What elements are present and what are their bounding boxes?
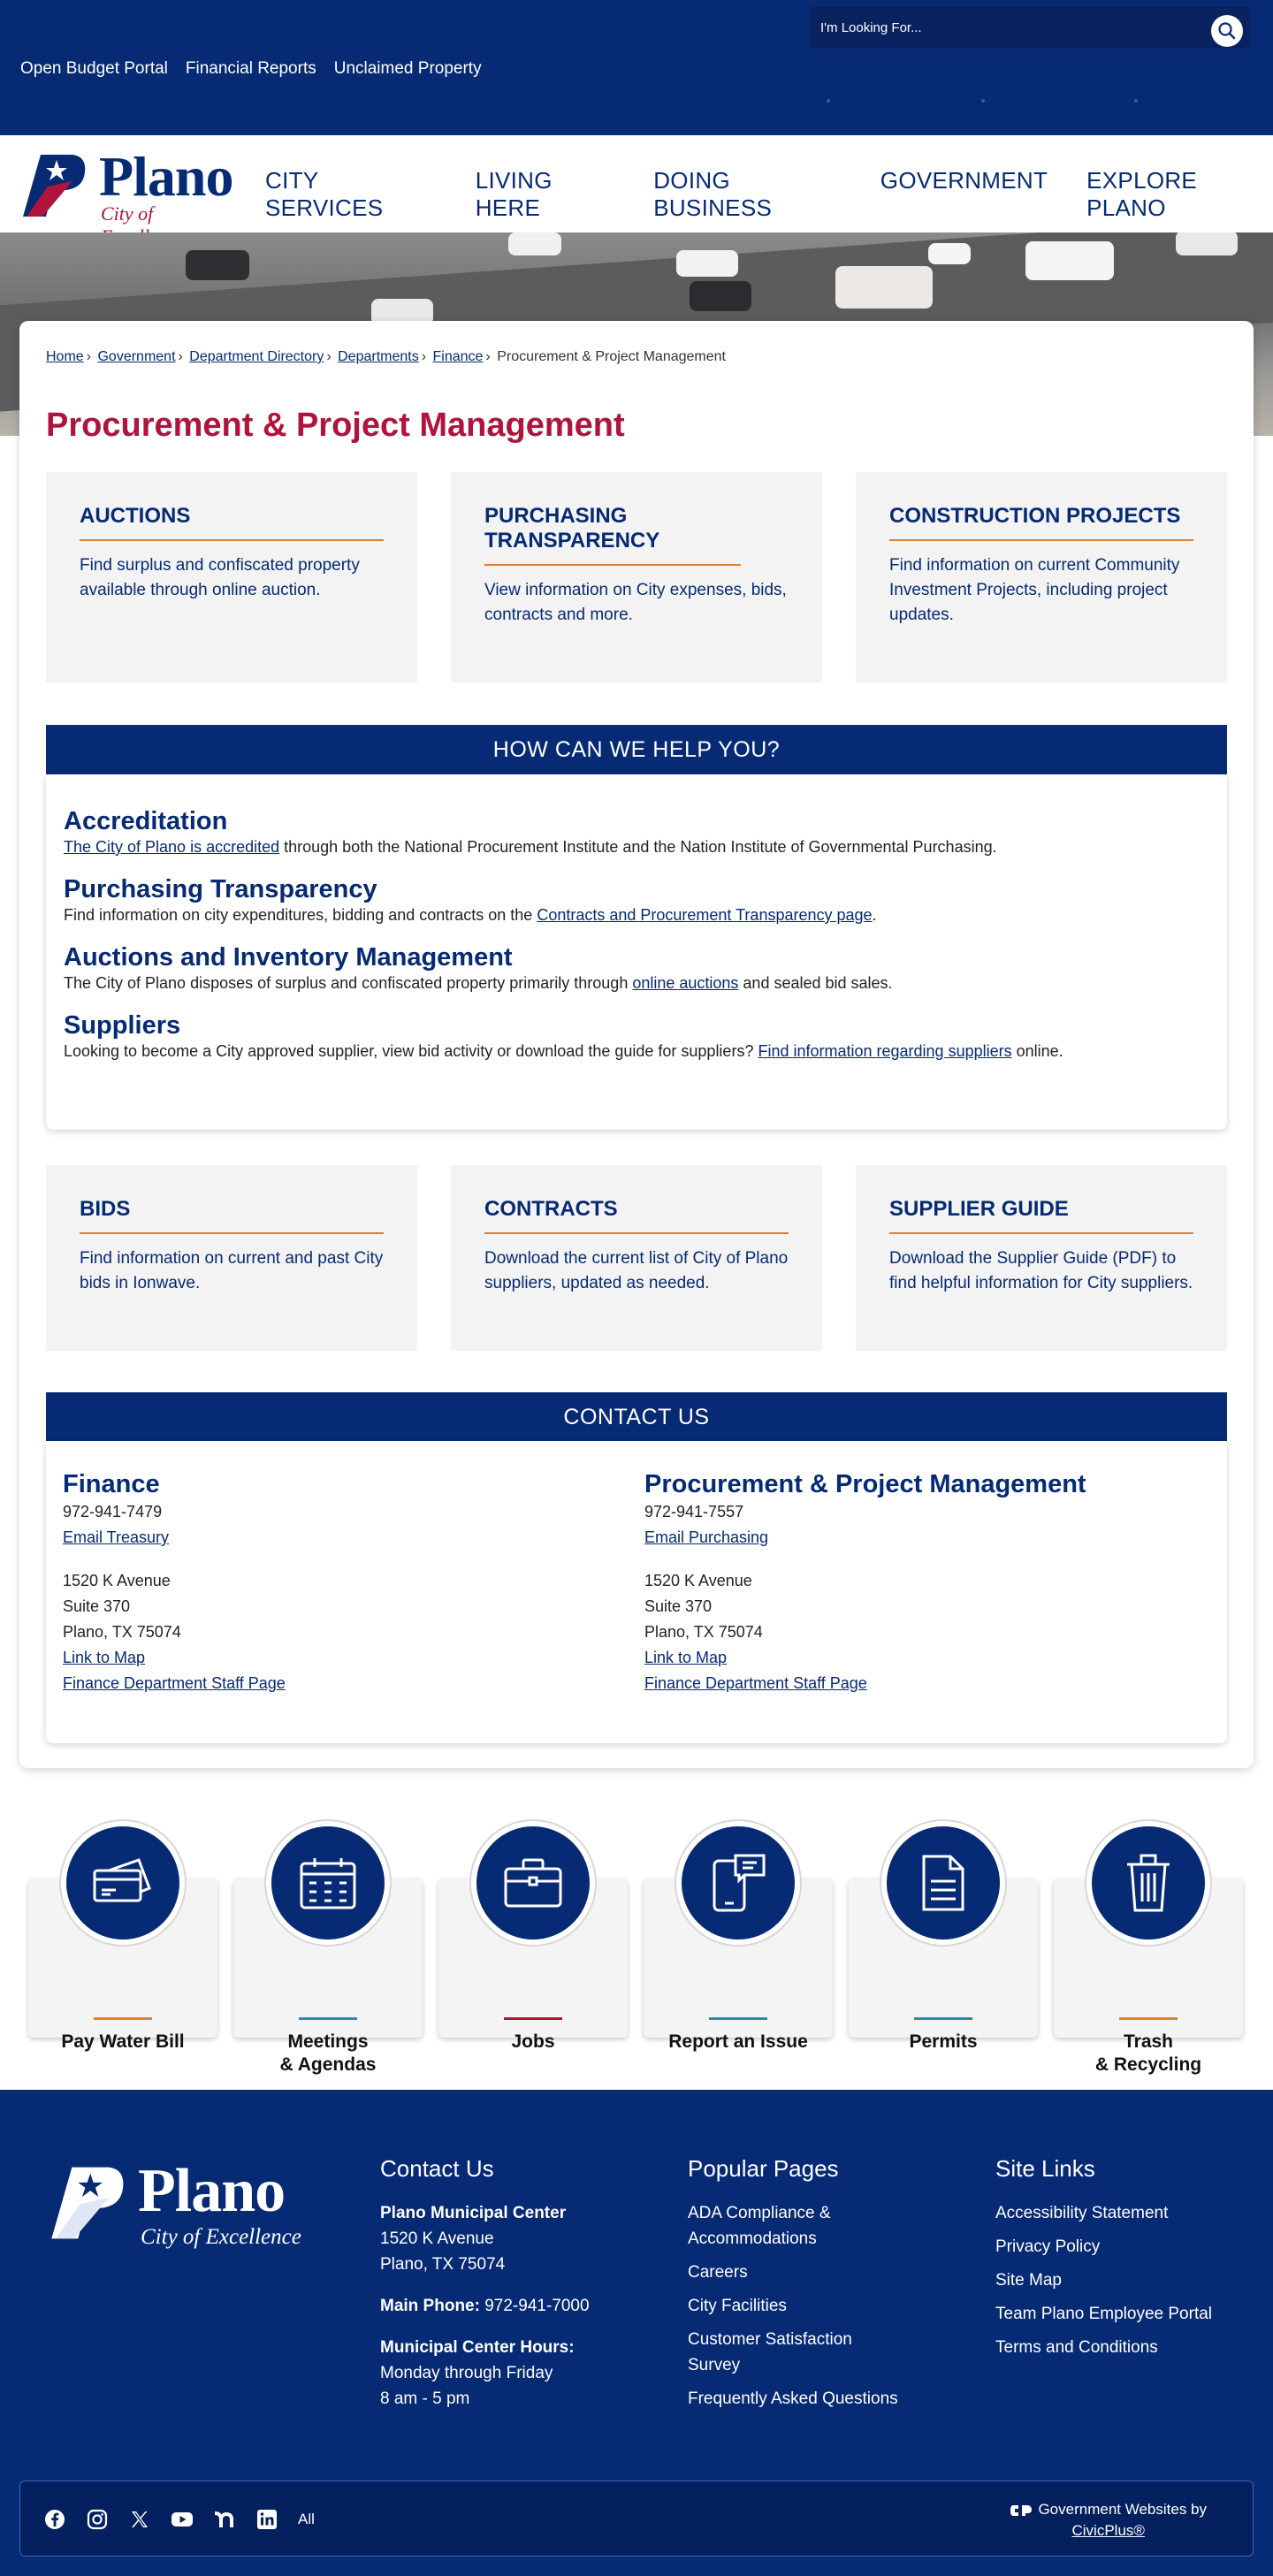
facebook-icon[interactable] bbox=[43, 2508, 66, 2531]
tile-bids[interactable] bbox=[46, 1165, 417, 1351]
contact-name: Procurement & Project Management bbox=[644, 1470, 1086, 1498]
utility-link-unclaimed-property[interactable]: Unclaimed Property bbox=[333, 59, 482, 78]
tile-contracts[interactable] bbox=[451, 1165, 822, 1351]
help-heading: HOW CAN WE HELP YOU? bbox=[46, 725, 1227, 774]
help-item-accreditation bbox=[64, 806, 1209, 857]
footer-site-links bbox=[995, 2155, 1252, 2368]
nav-explore-plano[interactable]: EXPLORE PLANO bbox=[1086, 167, 1198, 221]
utility-bar bbox=[0, 0, 1273, 135]
email-purchasing-link[interactable]: Email Purchasing bbox=[644, 1528, 769, 1546]
online-auctions-link[interactable]: online auctions bbox=[632, 974, 739, 992]
tile-title: AUCTIONS bbox=[80, 504, 384, 541]
contact-phone: 972-941-7479 bbox=[63, 1503, 163, 1520]
tile-description: View information on City expenses, bids, contracts and more. bbox=[484, 581, 787, 624]
credit-card-icon bbox=[91, 1856, 155, 1909]
nav-living-here[interactable]: LIVING HERE bbox=[475, 167, 553, 221]
contact-finance bbox=[63, 1469, 611, 1696]
footer-link-city-facilities[interactable]: City Facilities bbox=[688, 2297, 787, 2315]
tile-purchasing-transparency[interactable] bbox=[451, 472, 822, 682]
accent-line bbox=[299, 2017, 357, 2020]
email-treasury-link[interactable]: Email Treasury bbox=[63, 1528, 170, 1546]
trash-icon bbox=[1124, 1852, 1173, 1914]
footer-link-faq[interactable]: Frequently Asked Questions bbox=[688, 2389, 898, 2408]
quick-link-meetings-agendas[interactable] bbox=[233, 1879, 423, 2075]
quick-link-report-an-issue[interactable] bbox=[644, 1879, 833, 2052]
document-icon bbox=[919, 1853, 968, 1913]
linkedin-icon[interactable] bbox=[255, 2508, 278, 2531]
accent-line bbox=[1119, 2017, 1178, 2020]
quick-link-jobs[interactable] bbox=[438, 1879, 628, 2052]
quick-link-circle bbox=[61, 1821, 185, 1945]
suppliers-info-link[interactable]: Find information regarding suppliers bbox=[758, 1042, 1012, 1060]
hero-car bbox=[690, 281, 751, 311]
all-social-link[interactable]: All bbox=[298, 2511, 315, 2527]
civicplus-link[interactable]: CivicPlus® bbox=[1071, 2522, 1145, 2539]
help-item-text: The City of Plano disposes of surplus and confiscated property primarily through online auctions and sealed bid sales. bbox=[64, 974, 893, 992]
footer-link-survey[interactable]: Customer Satisfaction Survey bbox=[688, 2330, 852, 2374]
help-item-title: Auctions and Inventory Management bbox=[64, 943, 513, 972]
quick-links bbox=[28, 1821, 1245, 2075]
hero-car bbox=[928, 243, 971, 264]
utility-link-financial-reports[interactable]: Financial Reports bbox=[185, 59, 316, 78]
page-title: Procurement & Project Management bbox=[46, 407, 625, 444]
contact-heading: CONTACT US bbox=[46, 1392, 1227, 1442]
civicplus-credit bbox=[1010, 2499, 1207, 2542]
breadcrumb-government[interactable]: Government bbox=[97, 349, 176, 364]
hero-truck bbox=[1025, 241, 1114, 280]
tile-auctions[interactable] bbox=[46, 472, 417, 682]
help-item-suppliers bbox=[64, 1010, 1209, 1062]
footer-address-line: Plano, TX 75074 bbox=[380, 2255, 506, 2274]
footer-address-line: 1520 K Avenue bbox=[380, 2229, 494, 2248]
tile-description: Download the Supplier Guide (PDF) to find helpful information for City suppliers. bbox=[889, 1249, 1193, 1292]
contact-address-line: Suite 370 bbox=[644, 1597, 713, 1615]
help-item-purchasing-transparency bbox=[64, 874, 1209, 926]
tile-title: PURCHASING TRANSPARENCY bbox=[484, 504, 741, 566]
breadcrumb-department-directory[interactable]: Department Directory bbox=[189, 349, 324, 364]
logo-wordmark: Plano bbox=[99, 145, 233, 208]
footer-building: Plano Municipal Center bbox=[380, 2204, 567, 2222]
footer-popular-pages bbox=[688, 2155, 909, 2420]
footer-main-phone: Main Phone: 972-941-7000 bbox=[380, 2297, 590, 2315]
calendar-icon bbox=[297, 1855, 359, 1911]
nextdoor-icon[interactable] bbox=[213, 2508, 236, 2531]
contact-address-line: Suite 370 bbox=[63, 1597, 131, 1615]
nav-city-services[interactable]: CITY SERVICES bbox=[265, 167, 384, 221]
mobile-chat-icon bbox=[709, 1852, 767, 1914]
tile-description: Find surplus and confiscated property available through online auction. bbox=[80, 556, 360, 599]
tile-description: Find information on current and past City bids in Ionwave. bbox=[80, 1249, 384, 1292]
footer-link-employee-portal[interactable]: Team Plano Employee Portal bbox=[995, 2305, 1213, 2323]
contact-name: Finance bbox=[63, 1470, 160, 1498]
contact-address-line: Plano, TX 75074 bbox=[644, 1623, 763, 1641]
utility-links bbox=[20, 59, 482, 79]
contact-box bbox=[46, 1441, 1227, 1743]
social-icons bbox=[43, 2508, 315, 2531]
hero-car bbox=[186, 250, 249, 280]
footer-popular-heading: Popular Pages bbox=[688, 2155, 839, 2182]
quick-link-pay-water-bill[interactable] bbox=[28, 1879, 217, 2052]
footer-contact bbox=[380, 2155, 663, 2412]
tile-title: SUPPLIER GUIDE bbox=[889, 1197, 1193, 1234]
accent-line bbox=[914, 2017, 972, 2020]
civicplus-line: Government Websites by bbox=[1010, 2499, 1207, 2520]
footer-link-ada[interactable]: ADA Compliance & Accommodations bbox=[688, 2204, 831, 2248]
footer-link-terms[interactable]: Terms and Conditions bbox=[995, 2338, 1158, 2357]
hero-car bbox=[508, 232, 561, 255]
search-box bbox=[810, 6, 1250, 49]
breadcrumb-departments[interactable]: Departments bbox=[338, 349, 419, 364]
hero-car bbox=[1176, 232, 1238, 255]
civicplus-icon bbox=[1010, 2504, 1033, 2518]
help-item-auctions bbox=[64, 942, 1209, 994]
logo-tagline: City of bbox=[101, 202, 154, 225]
footer-link-careers[interactable]: Careers bbox=[688, 2263, 748, 2282]
footer-link-privacy[interactable]: Privacy Policy bbox=[995, 2237, 1101, 2256]
quick-link-circle bbox=[1086, 1821, 1210, 1945]
transparency-page-link[interactable]: Contracts and Procurement Transparency page bbox=[537, 906, 873, 924]
quick-link-label: Pay Water Bill bbox=[61, 2031, 185, 2052]
site-header bbox=[0, 135, 1273, 232]
youtube-icon[interactable] bbox=[171, 2508, 194, 2531]
help-item-title: Accreditation bbox=[64, 807, 228, 835]
help-box bbox=[46, 774, 1227, 1130]
quick-link-permits[interactable] bbox=[849, 1879, 1038, 2052]
footer-logo[interactable] bbox=[50, 2156, 315, 2249]
map-link[interactable]: Link to Map bbox=[63, 1649, 146, 1666]
nav-government[interactable]: GOVERNMENT bbox=[880, 167, 1048, 194]
breadcrumb-current: Procurement & Project Management bbox=[497, 349, 726, 364]
search-icon bbox=[1217, 21, 1237, 41]
footer-hours-days: Monday through Friday bbox=[380, 2364, 553, 2382]
tile-construction-projects[interactable] bbox=[856, 472, 1227, 682]
help-item-text: The City of Plano is accredited through both the National Procurement Institute and the Nation Institute of Governmental Purchasing. bbox=[64, 838, 997, 856]
quick-link-label: Trash & Recycling bbox=[1094, 2031, 1202, 2075]
hero-truck bbox=[835, 266, 933, 309]
footer-logo-tagline: City of Excellence bbox=[141, 2225, 301, 2249]
plano-logo[interactable] bbox=[21, 144, 242, 224]
contact-address-line: Plano, TX 75074 bbox=[63, 1623, 181, 1641]
quick-link-circle bbox=[676, 1821, 800, 1945]
staff-page-link[interactable]: Finance Department Staff Page bbox=[63, 1674, 286, 1692]
map-link[interactable]: Link to Map bbox=[644, 1649, 728, 1666]
tile-title: CONSTRUCTION PROJECTS bbox=[889, 504, 1193, 541]
contact-address-line: 1520 K Avenue bbox=[63, 1572, 171, 1589]
accreditation-link[interactable]: The City of Plano is accredited bbox=[64, 838, 280, 856]
quick-link-circle bbox=[881, 1821, 1005, 1945]
footer-hours-label: Municipal Center Hours: bbox=[380, 2338, 575, 2357]
quick-link-circle bbox=[471, 1821, 595, 1945]
contact-address-line: 1520 K Avenue bbox=[644, 1572, 752, 1589]
nav-doing-business[interactable]: DOING BUSINESS bbox=[653, 167, 773, 221]
decorative-dot bbox=[827, 99, 830, 103]
decorative-dot bbox=[981, 99, 985, 103]
briefcase-icon bbox=[502, 1856, 564, 1909]
plano-star-logo-icon bbox=[50, 2163, 129, 2243]
breadcrumb-finance[interactable]: Finance bbox=[432, 349, 484, 364]
quick-link-label: Jobs bbox=[511, 2031, 555, 2052]
footer-link-accessibility[interactable]: Accessibility Statement bbox=[995, 2204, 1169, 2222]
decorative-dot bbox=[1134, 99, 1138, 103]
help-item-title: Suppliers bbox=[64, 1011, 181, 1040]
tile-description: Find information on current Community Investment Projects, including project updates. bbox=[889, 556, 1180, 624]
footer-link-site-map[interactable]: Site Map bbox=[995, 2271, 1062, 2290]
footer-site-links-heading: Site Links bbox=[995, 2155, 1095, 2182]
x-icon[interactable] bbox=[128, 2508, 151, 2531]
main-navigation bbox=[265, 167, 1273, 222]
accent-line bbox=[94, 2017, 152, 2020]
breadcrumb: Home › Government › Department Directory › Departments › Finance › Procurement & Project Management bbox=[46, 349, 726, 364]
contact-phone: 972-941-7557 bbox=[644, 1503, 744, 1520]
top-tiles bbox=[46, 472, 1227, 682]
footer-logo-wordmark: Plano bbox=[138, 2157, 286, 2225]
breadcrumb-home[interactable]: Home bbox=[46, 349, 84, 364]
help-item-text: Find information on city expenditures, bidding and contracts on the Contracts and Procurement Transparency page. bbox=[64, 906, 877, 924]
social-bar bbox=[19, 2481, 1254, 2557]
contact-procurement bbox=[644, 1469, 1193, 1696]
tile-description: Download the current list of City of Plano suppliers, updated as needed. bbox=[484, 1249, 789, 1292]
quick-link-label: Report an Issue bbox=[668, 2031, 808, 2052]
instagram-icon[interactable] bbox=[86, 2508, 109, 2531]
accent-line bbox=[709, 2017, 767, 2020]
search-button[interactable] bbox=[1211, 15, 1243, 47]
help-item-title: Purchasing Transparency bbox=[64, 875, 377, 903]
utility-link-open-budget[interactable]: Open Budget Portal bbox=[20, 59, 168, 78]
search-input[interactable] bbox=[820, 14, 1174, 41]
plano-star-logo-icon bbox=[21, 151, 90, 220]
footer-hours-time: 8 am - 5 pm bbox=[380, 2389, 470, 2408]
bottom-tiles bbox=[46, 1165, 1227, 1351]
hero-car bbox=[676, 250, 738, 277]
quick-link-label: Permits bbox=[909, 2031, 978, 2052]
tile-supplier-guide[interactable] bbox=[856, 1165, 1227, 1351]
tile-title: CONTRACTS bbox=[484, 1197, 789, 1234]
quick-link-circle bbox=[266, 1821, 390, 1945]
quick-link-label: Meetings & Agendas bbox=[279, 2031, 377, 2075]
accent-line bbox=[504, 2017, 562, 2020]
staff-page-link[interactable]: Finance Department Staff Page bbox=[644, 1674, 867, 1692]
footer-contact-heading: Contact Us bbox=[380, 2155, 494, 2182]
help-item-text: Looking to become a City approved supplier, view bid activity or download the guide for suppliers? Find information regarding suppliers online. bbox=[64, 1042, 1063, 1060]
quick-link-trash-recycling[interactable] bbox=[1054, 1879, 1243, 2075]
tile-title: BIDS bbox=[80, 1197, 384, 1234]
